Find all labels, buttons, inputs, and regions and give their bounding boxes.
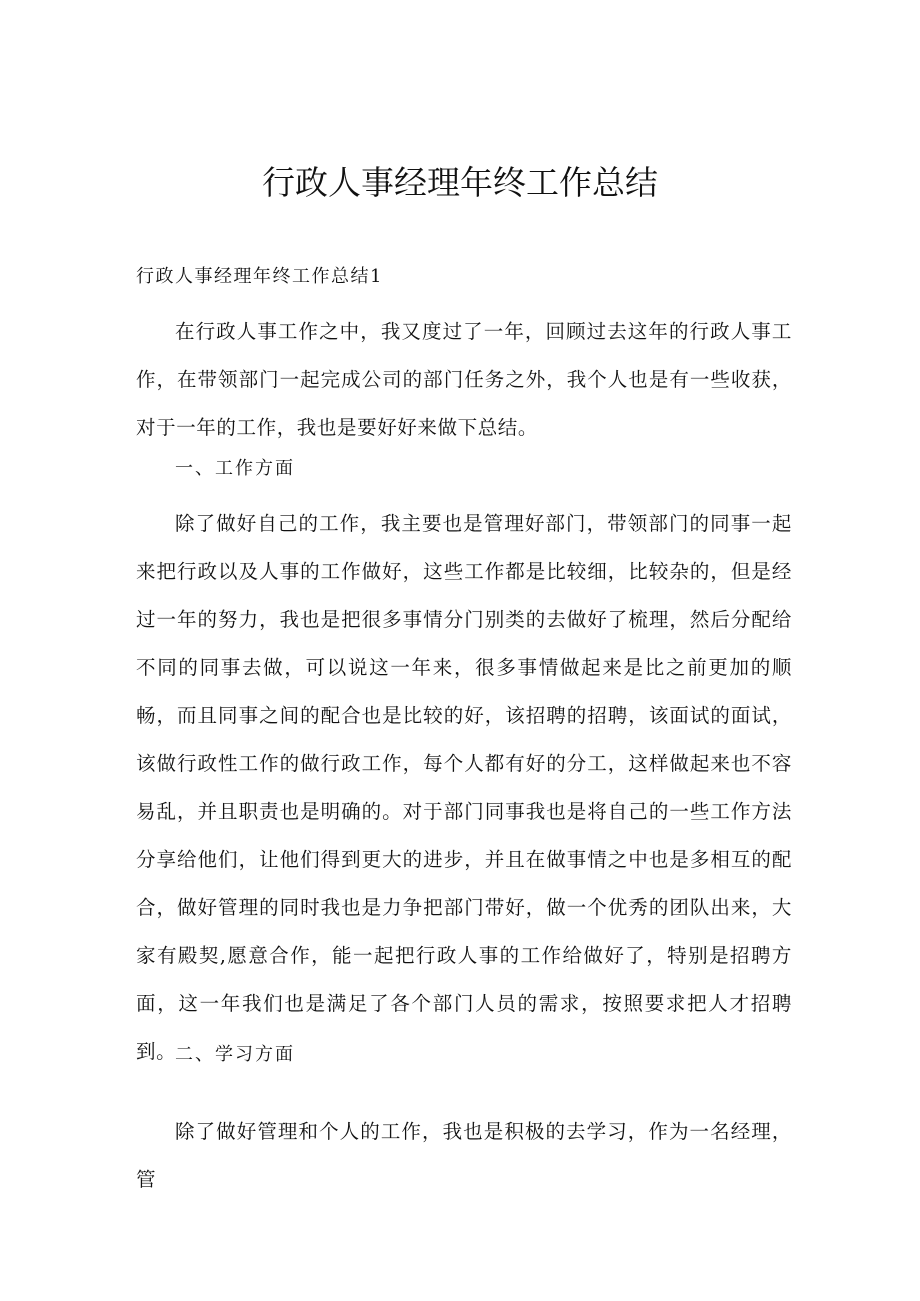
section-heading-work: 一、工作方面 [175,458,295,479]
section-heading-study: 二、学习方面 [175,1044,295,1065]
paragraph-work: 除了做好自己的工作，我主要也是管理好部门，带领部门的同事一起来把行政以及人事的工作做好，这些工作都是比较细，比较杂的，但是经过一年的努力，我也是把很多事情分门别类的去做好了梳理，然后分配给不同的同事去做，可以说这一年来，很多事情做起来是比之前更加的顺畅，而且同事之间的配合也是比较的好，该招聘的招聘，该面试的面试，该做行政性工作的做行政工作，每个人都有好的分工，这样做起来也不容易乱，并且职责也是明确的。对于部门同事我也是将自己的一些工作方法分享给他们，让他们得到更大的进步，并且在做事情之中也是多相互的配合，做好管理的同时我也是力争把部门带好，做一个优秀的团队出来，大家有殿契,愿意合作，能一起把行政人事的工作给做好了，特别是招聘方面，这一年我们也是满足了各个部门人员的需求，按照要求把人才招聘到。 [136,512,792,1063]
paragraph-study: 除了做好管理和个人的工作，我也是积极的去学习，作为一名经理，管 [136,1120,792,1191]
paragraph-intro: 在行政人事工作之中，我又度过了一年，回顾过去这年的行政人事工作，在带领部门一起完成公司的部门任务之外，我个人也是有一些收获，对于一年的工作，我也是要好好来做下总结。 [136,320,792,439]
document-title: 行政人事经理年终工作总结 [262,163,658,202]
document-subtitle: 行政人事经理年终工作总结1 [136,266,383,287]
